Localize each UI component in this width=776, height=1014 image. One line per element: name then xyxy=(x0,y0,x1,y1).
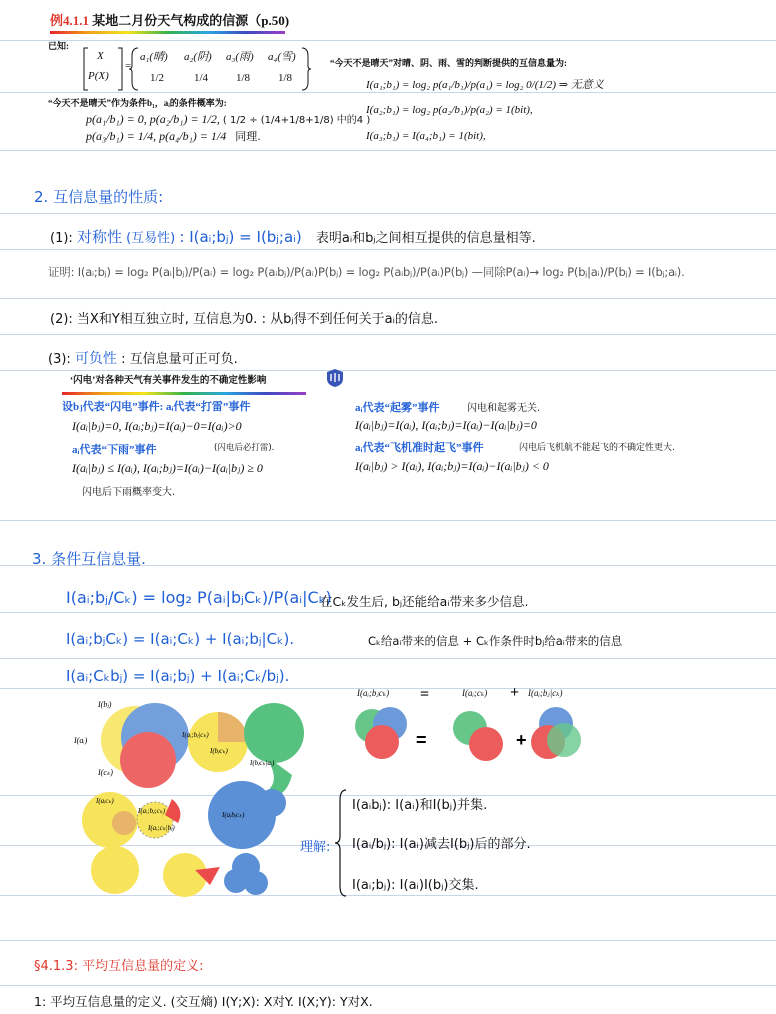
condition-intro: “今天不是晴天”作为条件b₁，aᵢ的条件概率为: xyxy=(48,98,227,108)
right-case2-note: 闪电后飞机航不能起飞的不确定性更大. xyxy=(519,443,675,453)
eq-a2-b1: I(a₂;b₁) = log₂ p(a₂/b₁)/p(a₂) = 1(bit), xyxy=(366,104,533,116)
right-case2-eq: I(aᵢ|bⱼ) > I(aᵢ), I(aᵢ;bⱼ)=I(aᵢ)−I(aᵢ|bⱼ) < 0 xyxy=(355,459,549,473)
matrix-a3: a₃(雨) xyxy=(226,51,254,63)
venn-eq-term1: I(aᵢ;cₖ) xyxy=(462,688,488,698)
venn-diagram-left xyxy=(60,695,310,900)
venn-circles-equals: = xyxy=(416,730,427,750)
right-case1-label: aᵢ代表“起雾”事件 xyxy=(355,402,440,414)
matrix-p1: 1/2 xyxy=(150,72,165,84)
section2-heading: 2. 互信息量的性质: xyxy=(34,188,164,206)
cond-prob-1: p(a₁/b₁) = 0, p(a₂/b₁) = 1/2, xyxy=(86,112,220,126)
property2: (2): 当X和Y相互独立时, 互信息为0. : 从bⱼ得不到任何关于aᵢ的信息. xyxy=(50,312,439,327)
example-label: 例4.1.1 xyxy=(50,13,90,28)
venn-eq-equals: = xyxy=(420,686,430,703)
venn-label-ab-given-c: I(aᵢ;bⱼ|cₖ) xyxy=(182,731,209,739)
property1-title: 对称性 xyxy=(76,228,122,246)
known-label: 已知: xyxy=(48,41,69,51)
property3 xyxy=(48,348,238,368)
matrix-px: P(X) xyxy=(88,70,109,82)
property3-label: (3): xyxy=(48,352,71,367)
right-case1-note: 闪电和起雾无关. xyxy=(467,403,541,414)
venn-eq-lhs: I(aᵢ;bⱼcₖ) xyxy=(357,688,390,698)
venn-piece-green xyxy=(244,703,304,763)
cond-prob-1-note: ( 1/2 ÷ (1/4+1/8+1/8) 中的4 ) xyxy=(222,115,371,126)
matrix-p3: 1/8 xyxy=(236,72,251,84)
formula-conditional: I(aᵢ;bⱼ/Cₖ) = log₂ P(aᵢ|bⱼCₖ)/P(aᵢ|Cₖ) xyxy=(66,588,332,607)
eq-a3-a4-b1: I(a₃;b₁) = I(a₄;b₁) = 1(bit), xyxy=(366,130,486,142)
property1-label: (1): xyxy=(50,231,73,246)
venn-label-bc: I(bⱼcₖ) xyxy=(210,747,228,755)
property3-text: : 互信息量可正可负. xyxy=(121,352,238,367)
left-case1-eq: I(aᵢ|bⱼ)=0, I(aᵢ;bⱼ)=I(aᵢ)−0=I(aᵢ)>0 xyxy=(72,419,242,433)
venn-circles-plus: + xyxy=(516,730,527,750)
matrix-a1: a₁(晴) xyxy=(140,51,168,63)
understand-union: I(aᵢbⱼ): I(aᵢ)和I(bⱼ)并集. xyxy=(352,798,488,813)
rainbow-underline xyxy=(50,31,285,34)
matrix-p4: 1/8 xyxy=(278,72,293,84)
matrix-a4: a₄(雪) xyxy=(268,51,296,63)
venn-label-ac: I(aᵢcₖ) xyxy=(96,797,114,805)
formula-chain-note: Cₖ给aᵢ带来的信息 + Cₖ作条件时bⱼ给aᵢ带来的信息 xyxy=(368,634,623,648)
section3-heading: 3. 条件互信息量. xyxy=(32,550,146,568)
eq-a1-b1: I(a₁;b₁) = log₂ p(a₁/b₁)/p(a₁) = log₂ 0/(1/2) ⇒ 无意义 xyxy=(366,79,604,91)
property1-note: 表明aᵢ和bⱼ之间相互提供的信息量相等. xyxy=(315,231,536,246)
venn-red-circle xyxy=(120,732,176,788)
understand-label: 理解: xyxy=(300,840,331,855)
venn-equation-circles xyxy=(352,702,612,768)
venn-piece-bottom1 xyxy=(91,846,139,894)
venn-eq-term2: I(aᵢ;bⱼ|cₖ) xyxy=(528,688,563,698)
formula-chain: I(aᵢ;bⱼCₖ) = I(aᵢ;Cₖ) + I(aᵢ;bⱼ|Cₖ). xyxy=(66,630,295,648)
lightning-title: ‘闪电’对各种天气有关事件发生的不确定性影响 xyxy=(70,376,267,386)
cond-prob-line1 xyxy=(86,111,370,127)
venn-label-a: I(aᵢ) xyxy=(74,736,88,745)
understand-brace xyxy=(334,788,350,898)
property1-formula: : I(aᵢ;bⱼ) = I(bⱼ;aᵢ) xyxy=(179,228,302,246)
formula-chain-alt: I(aᵢ;Cₖbⱼ) = I(aᵢ;bⱼ) + I(aᵢ;Cₖ/bⱼ). xyxy=(66,667,290,685)
understand-intersection: I(aᵢ;bⱼ): I(aᵢ)I(bⱼ)交集. xyxy=(352,878,479,893)
mutual-info-intro: “今天不是晴天”对晴、阴、雨、雪的判断提供的互信息量为: xyxy=(330,58,567,68)
left-case2-eq: I(aᵢ|bⱼ) ≤ I(aᵢ), I(aᵢ;bⱼ)=I(aᵢ)−I(aᵢ|bⱼ) ≥ 0 xyxy=(72,461,263,475)
cond-prob-2: p(a₃/b₁) = 1/4, p(a₄/b₁) = 1/4 xyxy=(86,129,227,143)
cond-prob-2-note: 同理. xyxy=(235,130,261,143)
venn-label-bc-given-a: I(bⱼcₖ|aᵢ) xyxy=(250,759,275,767)
matrix-p2: 1/4 xyxy=(194,72,209,84)
left-case2-note: (闪电后必打雷). xyxy=(214,443,275,453)
venn-label-b: I(bⱼ) xyxy=(98,700,112,709)
left-case1-label: 设bⱼ代表“闪电”事件: aᵢ代表“打雷”事件 xyxy=(62,401,251,413)
formula-conditional-note: 在Cₖ发生后, bⱼ还能给aᵢ带来多少信息. xyxy=(320,594,529,609)
cond-prob-line2 xyxy=(86,128,261,144)
property1-sub: (互易性) xyxy=(126,231,176,246)
example-title-text: 某地二月份天气构成的信源（p.50) xyxy=(92,13,290,28)
probability-matrix: X P(X) = a₁(晴) a₂(阴) a₃(雨) a₄(雪) 1/2 1/4 1/8 1/8 xyxy=(82,46,312,92)
property3-title: 可负性 xyxy=(74,351,117,367)
lightning-underline xyxy=(62,392,306,395)
matrix-a2: a₂(阴) xyxy=(184,51,212,63)
left-case2-note2: 闪电后下雨概率变大. xyxy=(82,487,176,498)
matrix-x: X xyxy=(97,50,104,62)
right-case1-eq: I(aᵢ|bⱼ)=I(aᵢ), I(aᵢ;bⱼ)=I(aᵢ)−I(aᵢ|bⱼ)=0 xyxy=(355,418,537,432)
venn-label-ac-given-b: I(aᵢ;cₖ|bⱼ) xyxy=(148,824,175,832)
venn-label-c: I(cₖ) xyxy=(98,768,113,777)
right-case2-label: aᵢ代表“飞机准时起飞”事件 xyxy=(355,442,484,454)
property1 xyxy=(50,226,536,247)
venn-eq-plus: + xyxy=(510,684,520,701)
shield-logo-icon xyxy=(326,368,344,388)
left-case2-label: aᵢ代表“下雨”事件 xyxy=(72,444,157,456)
proof-line: 证明: I(aᵢ;bⱼ) = log₂ P(aᵢ|bⱼ)/P(aᵢ) = log₂ P(aᵢbⱼ)/P(aᵢ)P(bⱼ) = log₂ P(aᵢbⱼ)/P(aᵢ)P(bⱼ) —同除P(aᵢ)→ log₂ P(bⱼ|aᵢ)/P(bⱼ) = I(bⱼ;aᵢ). xyxy=(48,265,685,279)
example-title xyxy=(50,10,289,29)
section4-line1: 1: 平均互信息量的定义. (交互熵) I(Y;X): X对Y. I(X;Y): Y对X. xyxy=(34,994,373,1009)
understand-difference: I(aᵢ/bⱼ): I(aᵢ)减去I(bⱼ)后的部分. xyxy=(352,837,531,852)
section4-heading: §4.1.3: 平均互信息量的定义: xyxy=(34,959,204,974)
venn-label-abc-mutual: I(aᵢ;bⱼ;cₖ) xyxy=(138,807,166,815)
venn-label-abc-joint: I(aᵢbⱼcₖ) xyxy=(222,811,245,819)
